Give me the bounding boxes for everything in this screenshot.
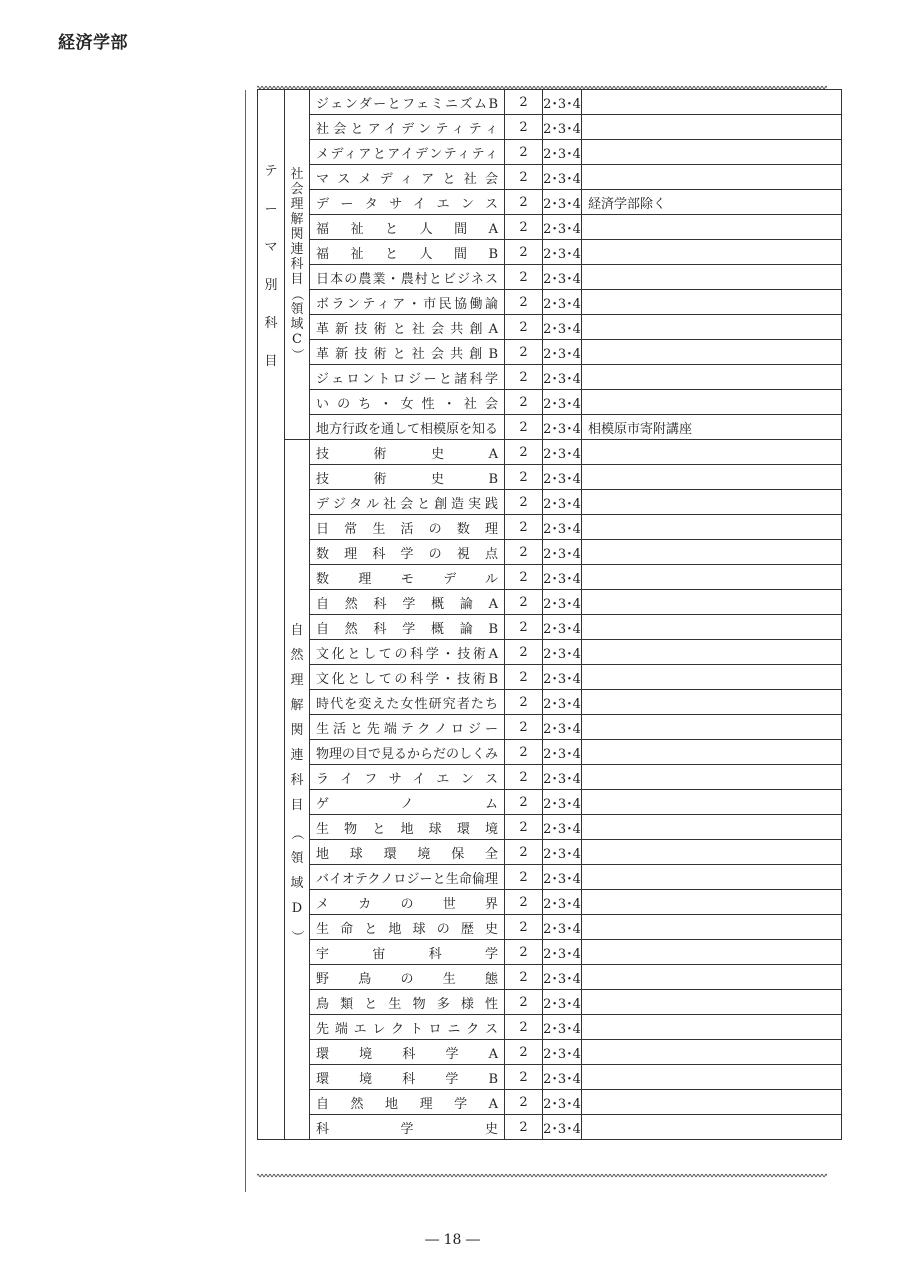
years-cell: 2･3･4 bbox=[543, 265, 582, 290]
note-cell bbox=[582, 665, 842, 690]
years-cell: 2･3･4 bbox=[543, 965, 582, 990]
subject-cell: 先端エレクトロニクス bbox=[310, 1015, 505, 1040]
credits-cell: 2 bbox=[505, 165, 543, 190]
credits-cell: 2 bbox=[505, 815, 543, 840]
years-cell: 2･3･4 bbox=[543, 140, 582, 165]
table-row bbox=[258, 965, 842, 990]
subject-cell: デジタル社会と創造実践 bbox=[310, 490, 505, 515]
table-row bbox=[258, 815, 842, 840]
note-cell bbox=[582, 390, 842, 415]
table-row bbox=[258, 590, 842, 615]
note-cell bbox=[582, 815, 842, 840]
note-cell bbox=[582, 365, 842, 390]
domain_d-paren-label-char: ） bbox=[289, 929, 305, 944]
table-row bbox=[258, 640, 842, 665]
subject-cell: 自然地理学A bbox=[310, 1090, 505, 1115]
years-cell: 2･3･4 bbox=[543, 415, 582, 440]
subject-cell: 地方行政を通して相模原を知る bbox=[310, 415, 505, 440]
credits-cell: 2 bbox=[505, 1015, 543, 1040]
table-row bbox=[258, 1040, 842, 1065]
table-row bbox=[258, 515, 842, 540]
years-cell: 2･3･4 bbox=[543, 565, 582, 590]
note-cell bbox=[582, 840, 842, 865]
domain_c-label-char: 連 bbox=[290, 242, 304, 257]
subject-cell: 革新技術と社会共創B bbox=[310, 340, 505, 365]
domain-d-category-cell bbox=[285, 440, 310, 1140]
theme-label-char: 目 bbox=[264, 354, 278, 369]
years-cell: 2･3･4 bbox=[543, 690, 582, 715]
years-cell: 2･3･4 bbox=[543, 115, 582, 140]
note-cell bbox=[582, 290, 842, 315]
years-cell: 2･3･4 bbox=[543, 990, 582, 1015]
note-cell bbox=[582, 965, 842, 990]
domain_d-paren-label-char: 領 bbox=[290, 851, 304, 866]
years-cell: 2･3･4 bbox=[543, 740, 582, 765]
credits-cell: 2 bbox=[505, 965, 543, 990]
years-cell: 2･3･4 bbox=[543, 865, 582, 890]
table-row bbox=[258, 1090, 842, 1115]
years-cell: 2･3･4 bbox=[543, 440, 582, 465]
table-row bbox=[258, 990, 842, 1015]
subject-cell: 日常生活の数理 bbox=[310, 515, 505, 540]
years-cell: 2･3･4 bbox=[543, 315, 582, 340]
theme-label-char: ー bbox=[264, 202, 278, 217]
credits-cell: 2 bbox=[505, 890, 543, 915]
years-cell: 2･3･4 bbox=[543, 365, 582, 390]
table-row bbox=[258, 290, 842, 315]
note-cell bbox=[582, 515, 842, 540]
table-row bbox=[258, 740, 842, 765]
domain_d-label-char: 自 bbox=[290, 623, 304, 638]
years-cell: 2･3･4 bbox=[543, 540, 582, 565]
years-cell: 2･3･4 bbox=[543, 1040, 582, 1065]
credits-cell: 2 bbox=[505, 365, 543, 390]
subject-cell: 宇宙科学 bbox=[310, 940, 505, 965]
table-row bbox=[258, 440, 842, 465]
credits-cell: 2 bbox=[505, 540, 543, 565]
domain_d-label-char: 理 bbox=[290, 673, 304, 688]
credits-cell: 2 bbox=[505, 390, 543, 415]
subject-cell: 技術史A bbox=[310, 440, 505, 465]
domain_d-paren-label-char: 域 bbox=[290, 876, 304, 891]
years-cell: 2･3･4 bbox=[543, 465, 582, 490]
subject-cell: 福祉と人間B bbox=[310, 240, 505, 265]
subject-cell: 生活と先端テクノロジー bbox=[310, 715, 505, 740]
subject-cell: ゲノム bbox=[310, 790, 505, 815]
table-row bbox=[258, 390, 842, 415]
credits-cell: 2 bbox=[505, 1040, 543, 1065]
credits-cell: 2 bbox=[505, 1115, 543, 1140]
subject-cell: 生物と地球環境 bbox=[310, 815, 505, 840]
subject-cell: ジェンダーとフェミニズムB bbox=[310, 90, 505, 115]
note-cell bbox=[582, 340, 842, 365]
table-row bbox=[258, 140, 842, 165]
subject-cell: 自然科学概論A bbox=[310, 590, 505, 615]
years-cell: 2･3･4 bbox=[543, 90, 582, 115]
subject-cell: 生命と地球の歴史 bbox=[310, 915, 505, 940]
years-cell: 2･3･4 bbox=[543, 390, 582, 415]
note-cell bbox=[582, 90, 842, 115]
subject-cell: マスメディアと社会 bbox=[310, 165, 505, 190]
table-row bbox=[258, 915, 842, 940]
years-cell: 2･3･4 bbox=[543, 790, 582, 815]
years-cell: 2･3･4 bbox=[543, 590, 582, 615]
table-row bbox=[258, 365, 842, 390]
domain_d-label-char: 解 bbox=[290, 698, 304, 713]
table-row bbox=[258, 1015, 842, 1040]
domain_d-label-char: 目 bbox=[290, 798, 304, 813]
domain_d-label-char: 科 bbox=[290, 773, 304, 788]
years-cell: 2･3･4 bbox=[543, 1065, 582, 1090]
credits-cell: 2 bbox=[505, 990, 543, 1015]
years-cell: 2･3･4 bbox=[543, 765, 582, 790]
years-cell: 2･3･4 bbox=[543, 240, 582, 265]
credits-cell: 2 bbox=[505, 440, 543, 465]
years-cell: 2･3･4 bbox=[543, 665, 582, 690]
table-row bbox=[258, 490, 842, 515]
credits-cell: 2 bbox=[505, 190, 543, 215]
subject-cell: メディアとアイデンティティ bbox=[310, 140, 505, 165]
credits-cell: 2 bbox=[505, 665, 543, 690]
note-cell bbox=[582, 990, 842, 1015]
domain_c-paren-label-char: 域 bbox=[290, 317, 304, 332]
credits-cell: 2 bbox=[505, 465, 543, 490]
note-cell: 相模原市寄附講座 bbox=[582, 415, 842, 440]
subject-cell: 野鳥の生態 bbox=[310, 965, 505, 990]
table-row bbox=[258, 315, 842, 340]
domain_d-paren-label-char: （ bbox=[289, 826, 305, 841]
note-cell bbox=[582, 315, 842, 340]
domain_c-label-char: 会 bbox=[290, 182, 304, 197]
table-row bbox=[258, 190, 842, 215]
years-cell: 2･3･4 bbox=[543, 640, 582, 665]
subject-cell: バイオテクノロジーと生命倫理 bbox=[310, 865, 505, 890]
theme-label-char: 別 bbox=[264, 278, 278, 293]
years-cell: 2･3･4 bbox=[543, 840, 582, 865]
note-cell bbox=[582, 590, 842, 615]
domain_d-label-char: 関 bbox=[290, 723, 304, 738]
table-row bbox=[258, 765, 842, 790]
years-cell: 2･3･4 bbox=[543, 1115, 582, 1140]
page-header: 経済学部 bbox=[58, 33, 128, 53]
table-row bbox=[258, 690, 842, 715]
note-cell bbox=[582, 715, 842, 740]
subject-cell: 日本の農業・農村とビジネス bbox=[310, 265, 505, 290]
credits-cell: 2 bbox=[505, 490, 543, 515]
years-cell: 2･3･4 bbox=[543, 915, 582, 940]
table-row bbox=[258, 615, 842, 640]
subject-cell: 環境科学A bbox=[310, 1040, 505, 1065]
credits-cell: 2 bbox=[505, 240, 543, 265]
note-cell bbox=[582, 1090, 842, 1115]
subject-cell: 技術史B bbox=[310, 465, 505, 490]
note-cell bbox=[582, 1040, 842, 1065]
theme-label-char: マ bbox=[264, 240, 278, 255]
table-row bbox=[258, 1065, 842, 1090]
years-cell: 2･3･4 bbox=[543, 615, 582, 640]
years-cell: 2･3･4 bbox=[543, 490, 582, 515]
subject-cell: ライフサイエンス bbox=[310, 765, 505, 790]
years-cell: 2･3･4 bbox=[543, 165, 582, 190]
credits-cell: 2 bbox=[505, 115, 543, 140]
domain_c-label-char: 科 bbox=[290, 257, 304, 272]
theme-label-char: テ bbox=[264, 164, 278, 179]
table-row bbox=[258, 865, 842, 890]
table-row bbox=[258, 215, 842, 240]
subject-cell: ボランティア・市民協働論 bbox=[310, 290, 505, 315]
subject-cell: メカの世界 bbox=[310, 890, 505, 915]
binding-line bbox=[245, 90, 246, 1192]
domain_c-label-char: 社 bbox=[290, 167, 304, 182]
credits-cell: 2 bbox=[505, 615, 543, 640]
note-cell bbox=[582, 465, 842, 490]
note-cell bbox=[582, 765, 842, 790]
credits-cell: 2 bbox=[505, 340, 543, 365]
subject-cell: 数理モデル bbox=[310, 565, 505, 590]
note-cell bbox=[582, 140, 842, 165]
note-cell bbox=[582, 1115, 842, 1140]
note-cell bbox=[582, 265, 842, 290]
table-row bbox=[258, 715, 842, 740]
credits-cell: 2 bbox=[505, 290, 543, 315]
credits-cell: 2 bbox=[505, 790, 543, 815]
credits-cell: 2 bbox=[505, 1090, 543, 1115]
note-cell bbox=[582, 865, 842, 890]
credits-cell: 2 bbox=[505, 515, 543, 540]
table-row bbox=[258, 665, 842, 690]
domain_c-label-char: 解 bbox=[290, 212, 304, 227]
subject-cell: 革新技術と社会共創A bbox=[310, 315, 505, 340]
table-row bbox=[258, 565, 842, 590]
domain_d-paren-label-char: D bbox=[291, 901, 303, 916]
credits-cell: 2 bbox=[505, 140, 543, 165]
table-row bbox=[258, 240, 842, 265]
credits-cell: 2 bbox=[505, 590, 543, 615]
years-cell: 2･3･4 bbox=[543, 1015, 582, 1040]
subject-cell: 数理科学の視点 bbox=[310, 540, 505, 565]
note-cell bbox=[582, 165, 842, 190]
note-cell bbox=[582, 1015, 842, 1040]
domain_c-label-char: 目 bbox=[290, 272, 304, 287]
credits-cell: 2 bbox=[505, 740, 543, 765]
note-cell bbox=[582, 115, 842, 140]
table-row bbox=[258, 165, 842, 190]
credits-cell: 2 bbox=[505, 415, 543, 440]
note-cell bbox=[582, 215, 842, 240]
subject-cell: 文化としての科学・技術B bbox=[310, 665, 505, 690]
years-cell: 2･3･4 bbox=[543, 190, 582, 215]
subject-cell: いのち・女性・社会 bbox=[310, 390, 505, 415]
table-row bbox=[258, 790, 842, 815]
years-cell: 2･3･4 bbox=[543, 1090, 582, 1115]
subject-cell: 時代を変えた女性研究者たち bbox=[310, 690, 505, 715]
course-table bbox=[257, 89, 842, 1140]
credits-cell: 2 bbox=[505, 690, 543, 715]
note-cell bbox=[582, 540, 842, 565]
years-cell: 2･3･4 bbox=[543, 290, 582, 315]
theme-label-char: 科 bbox=[264, 316, 278, 331]
theme-category-cell bbox=[258, 90, 285, 1140]
years-cell: 2･3･4 bbox=[543, 890, 582, 915]
subject-cell: 科学史 bbox=[310, 1115, 505, 1140]
subject-cell: データサイエンス bbox=[310, 190, 505, 215]
years-cell: 2･3･4 bbox=[543, 715, 582, 740]
credits-cell: 2 bbox=[505, 765, 543, 790]
years-cell: 2･3･4 bbox=[543, 815, 582, 840]
note-cell bbox=[582, 640, 842, 665]
credits-cell: 2 bbox=[505, 915, 543, 940]
credits-cell: 2 bbox=[505, 215, 543, 240]
table-row bbox=[258, 540, 842, 565]
credits-cell: 2 bbox=[505, 1065, 543, 1090]
domain_c-label-char: 関 bbox=[290, 227, 304, 242]
note-cell bbox=[582, 740, 842, 765]
subject-cell: 物理の目で見るからだのしくみ bbox=[310, 740, 505, 765]
credits-cell: 2 bbox=[505, 565, 543, 590]
subject-cell: 環境科学B bbox=[310, 1065, 505, 1090]
years-cell: 2･3･4 bbox=[543, 215, 582, 240]
years-cell: 2･3･4 bbox=[543, 340, 582, 365]
years-cell: 2･3･4 bbox=[543, 515, 582, 540]
table-row bbox=[258, 890, 842, 915]
domain_c-label-char: 理 bbox=[290, 197, 304, 212]
domain_c-paren-label-char: C bbox=[292, 332, 302, 347]
note-cell bbox=[582, 615, 842, 640]
credits-cell: 2 bbox=[505, 840, 543, 865]
note-cell bbox=[582, 565, 842, 590]
note-cell bbox=[582, 240, 842, 265]
credits-cell: 2 bbox=[505, 90, 543, 115]
note-cell bbox=[582, 890, 842, 915]
credits-cell: 2 bbox=[505, 940, 543, 965]
table-row bbox=[258, 265, 842, 290]
table-bottom-wave-border bbox=[257, 1173, 827, 1178]
credits-cell: 2 bbox=[505, 865, 543, 890]
note-cell bbox=[582, 1065, 842, 1090]
credits-cell: 2 bbox=[505, 265, 543, 290]
subject-cell: 鳥類と生物多様性 bbox=[310, 990, 505, 1015]
domain_c-paren-label-char: （ bbox=[289, 287, 305, 302]
subject-cell: 文化としての科学・技術A bbox=[310, 640, 505, 665]
subject-cell: 社会とアイデンティティ bbox=[310, 115, 505, 140]
table-row bbox=[258, 340, 842, 365]
subject-cell: 福祉と人間A bbox=[310, 215, 505, 240]
table-row bbox=[258, 1115, 842, 1140]
note-cell bbox=[582, 915, 842, 940]
note-cell bbox=[582, 440, 842, 465]
note-cell bbox=[582, 690, 842, 715]
note-cell bbox=[582, 490, 842, 515]
note-cell: 経済学部除く bbox=[582, 190, 842, 215]
table-row bbox=[258, 115, 842, 140]
years-cell: 2･3･4 bbox=[543, 940, 582, 965]
domain_d-label-char: 然 bbox=[290, 648, 304, 663]
page-number: ― 18 ― bbox=[425, 1232, 480, 1248]
table-row bbox=[258, 415, 842, 440]
subject-cell: ジェロントロジーと諸科学 bbox=[310, 365, 505, 390]
domain-c-category-cell bbox=[285, 90, 310, 440]
table-row bbox=[258, 940, 842, 965]
credits-cell: 2 bbox=[505, 640, 543, 665]
credits-cell: 2 bbox=[505, 715, 543, 740]
credits-cell: 2 bbox=[505, 315, 543, 340]
domain_c-paren-label-char: 領 bbox=[290, 302, 304, 317]
domain_c-paren-label-char: ） bbox=[289, 347, 305, 362]
domain_d-label-char: 連 bbox=[290, 748, 304, 763]
subject-cell: 自然科学概論B bbox=[310, 615, 505, 640]
table-row bbox=[258, 90, 842, 115]
note-cell bbox=[582, 790, 842, 815]
note-cell bbox=[582, 940, 842, 965]
table-row bbox=[258, 465, 842, 490]
subject-cell: 地球環境保全 bbox=[310, 840, 505, 865]
table-row bbox=[258, 840, 842, 865]
